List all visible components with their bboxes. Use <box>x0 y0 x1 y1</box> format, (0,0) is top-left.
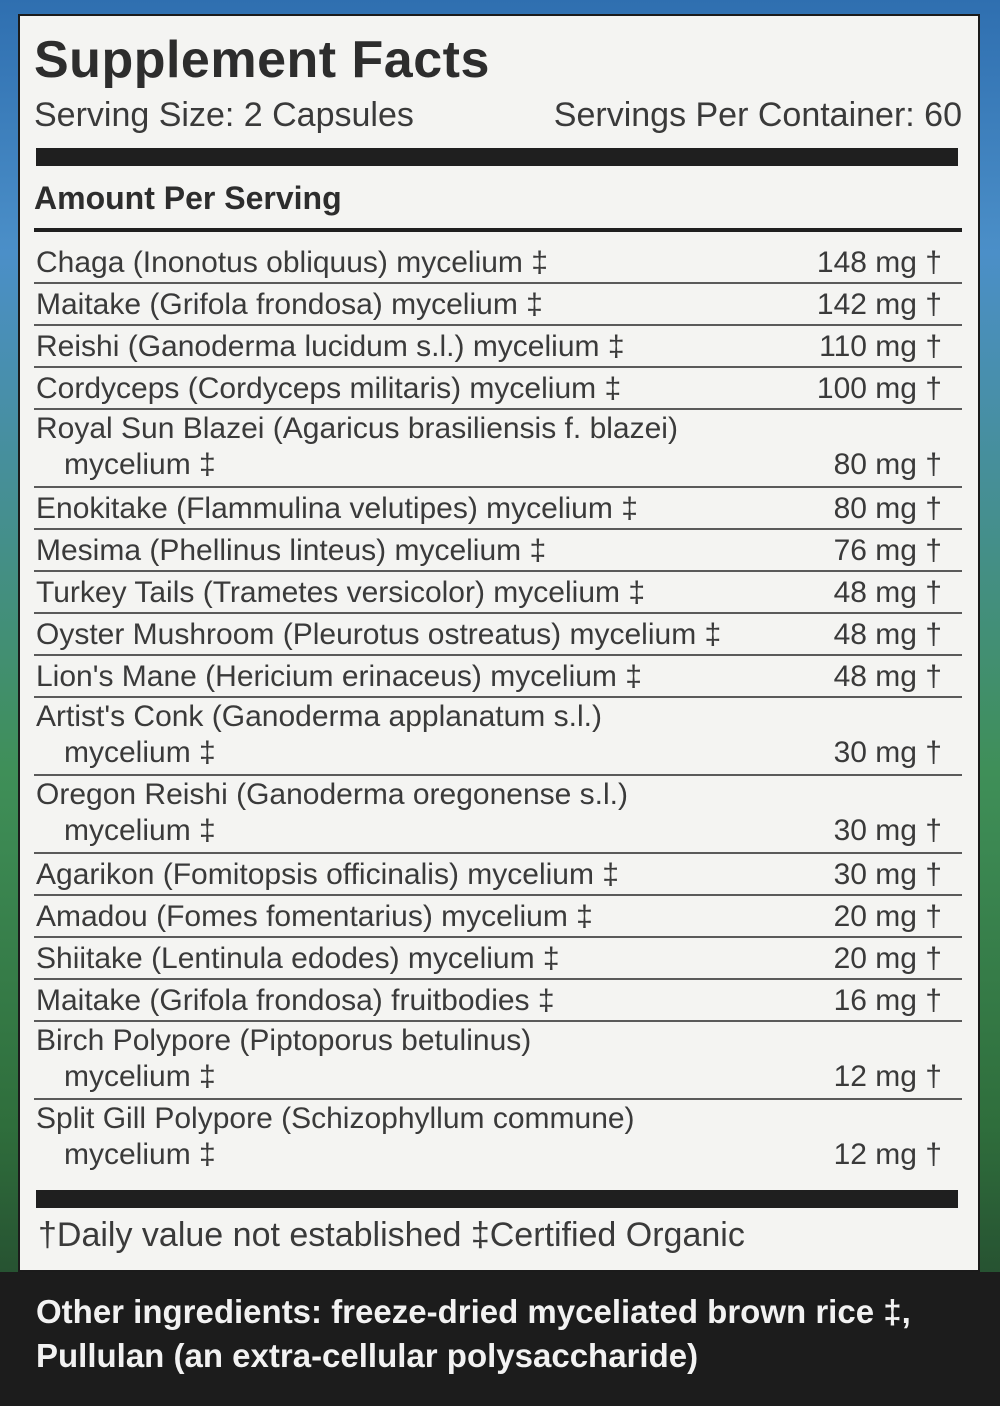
ingredient-name: Royal Sun Blazei (Agaricus brasiliensis f. blazei) <box>36 412 678 445</box>
ingredient-row <box>34 284 962 326</box>
ingredient-name: Artist's Conk (Ganoderma applanatum s.l.) <box>36 700 602 733</box>
footnote: †Daily value not established ‡Certified Organic <box>38 1216 745 1254</box>
ingredient-amount: 142 mg † <box>816 288 942 321</box>
ingredient-amount: 48 mg † <box>833 660 942 693</box>
ingredient-row <box>34 410 962 488</box>
ingredient-row <box>34 242 962 284</box>
ingredient-name: Reishi (Ganoderma lucidum s.l.) mycelium ‡ <box>36 330 625 363</box>
ingredient-row <box>34 1100 962 1178</box>
other-ingredients-text: Other ingredients: freeze-dried myceliated brown rice ‡, Pullulan (an extra-cellular polysaccharide) <box>36 1293 911 1374</box>
servings-per-container: Servings Per Container: 60 <box>553 96 962 134</box>
ingredient-amount: 48 mg † <box>833 618 942 651</box>
ingredient-amount: 12 mg † <box>833 1060 942 1093</box>
ingredient-name: Amadou (Fomes fomentarius) mycelium ‡ <box>36 900 593 933</box>
ingredient-amount: 30 mg † <box>833 736 942 769</box>
ingredient-amount: 100 mg † <box>816 372 942 405</box>
ingredient-amount: 16 mg † <box>833 984 942 1017</box>
ingredient-row <box>34 572 962 614</box>
ingredient-name: Enokitake (Flammulina velutipes) mycelium ‡ <box>36 492 638 525</box>
ingredient-amount: 30 mg † <box>833 858 942 891</box>
ingredient-row <box>34 980 962 1022</box>
ingredient-amount: 20 mg † <box>833 942 942 975</box>
ingredient-name: Oregon Reishi (Ganoderma oregonense s.l.) <box>36 778 628 811</box>
ingredient-name: Mesima (Phellinus linteus) mycelium ‡ <box>36 534 547 567</box>
top-divider <box>36 148 958 166</box>
ingredient-name: Agarikon (Fomitopsis officinalis) mycelium ‡ <box>36 858 619 891</box>
ingredient-name: Split Gill Polypore (Schizophyllum commune) <box>36 1102 635 1135</box>
ingredient-row <box>34 488 962 530</box>
ingredient-amount: 80 mg † <box>833 492 942 525</box>
bottom-divider <box>36 1190 958 1208</box>
ingredient-name: Lion's Mane (Hericium erinaceus) mycelium ‡ <box>36 660 642 693</box>
ingredient-row <box>34 854 962 896</box>
ingredient-row <box>34 1022 962 1100</box>
ingredient-amount: 30 mg † <box>833 814 942 847</box>
ingredient-row <box>34 776 962 854</box>
ingredient-name: Chaga (Inonotus obliquus) mycelium ‡ <box>36 246 548 279</box>
ingredient-amount: 48 mg † <box>833 576 942 609</box>
ingredient-amount: 80 mg † <box>833 448 942 481</box>
ingredient-name-continued: mycelium ‡ <box>64 1060 216 1093</box>
ingredient-row <box>34 938 962 980</box>
ingredient-row <box>34 614 962 656</box>
ingredient-row <box>34 368 962 410</box>
page-title: Supplement Facts <box>34 31 490 89</box>
ingredient-name: Birch Polypore (Piptoporus betulinus) <box>36 1024 532 1057</box>
ingredient-list <box>34 242 962 1178</box>
serving-size: Serving Size: 2 Capsules <box>34 96 414 134</box>
ingredient-name-continued: mycelium ‡ <box>64 1138 216 1171</box>
ingredient-name: Oyster Mushroom (Pleurotus ostreatus) mycelium ‡ <box>36 618 722 651</box>
ingredient-name: Maitake (Grifola frondosa) fruitbodies ‡ <box>36 984 555 1017</box>
ingredient-amount: 110 mg † <box>819 330 942 363</box>
ingredient-amount: 148 mg † <box>816 246 942 279</box>
ingredient-row <box>34 698 962 776</box>
ingredient-row <box>34 896 962 938</box>
other-ingredients-band <box>0 1272 1000 1406</box>
ingredient-name: Turkey Tails (Trametes versicolor) mycelium ‡ <box>36 576 646 609</box>
ingredient-name: Shiitake (Lentinula edodes) mycelium ‡ <box>36 942 560 975</box>
header-divider <box>34 228 962 232</box>
ingredient-row <box>34 530 962 572</box>
ingredient-amount: 76 mg † <box>833 534 942 567</box>
ingredient-name-continued: mycelium ‡ <box>64 736 216 769</box>
ingredient-amount: 12 mg † <box>833 1138 942 1171</box>
ingredient-name-continued: mycelium ‡ <box>64 814 216 847</box>
ingredient-row <box>34 326 962 368</box>
ingredient-amount: 20 mg † <box>833 900 942 933</box>
ingredient-name-continued: mycelium ‡ <box>64 448 216 481</box>
supplement-facts-panel <box>18 14 980 1272</box>
ingredient-row <box>34 656 962 698</box>
amount-per-serving-header: Amount Per Serving <box>34 180 342 216</box>
ingredient-name: Maitake (Grifola frondosa) mycelium ‡ <box>36 288 543 321</box>
ingredient-name: Cordyceps (Cordyceps militaris) mycelium ‡ <box>36 372 622 405</box>
